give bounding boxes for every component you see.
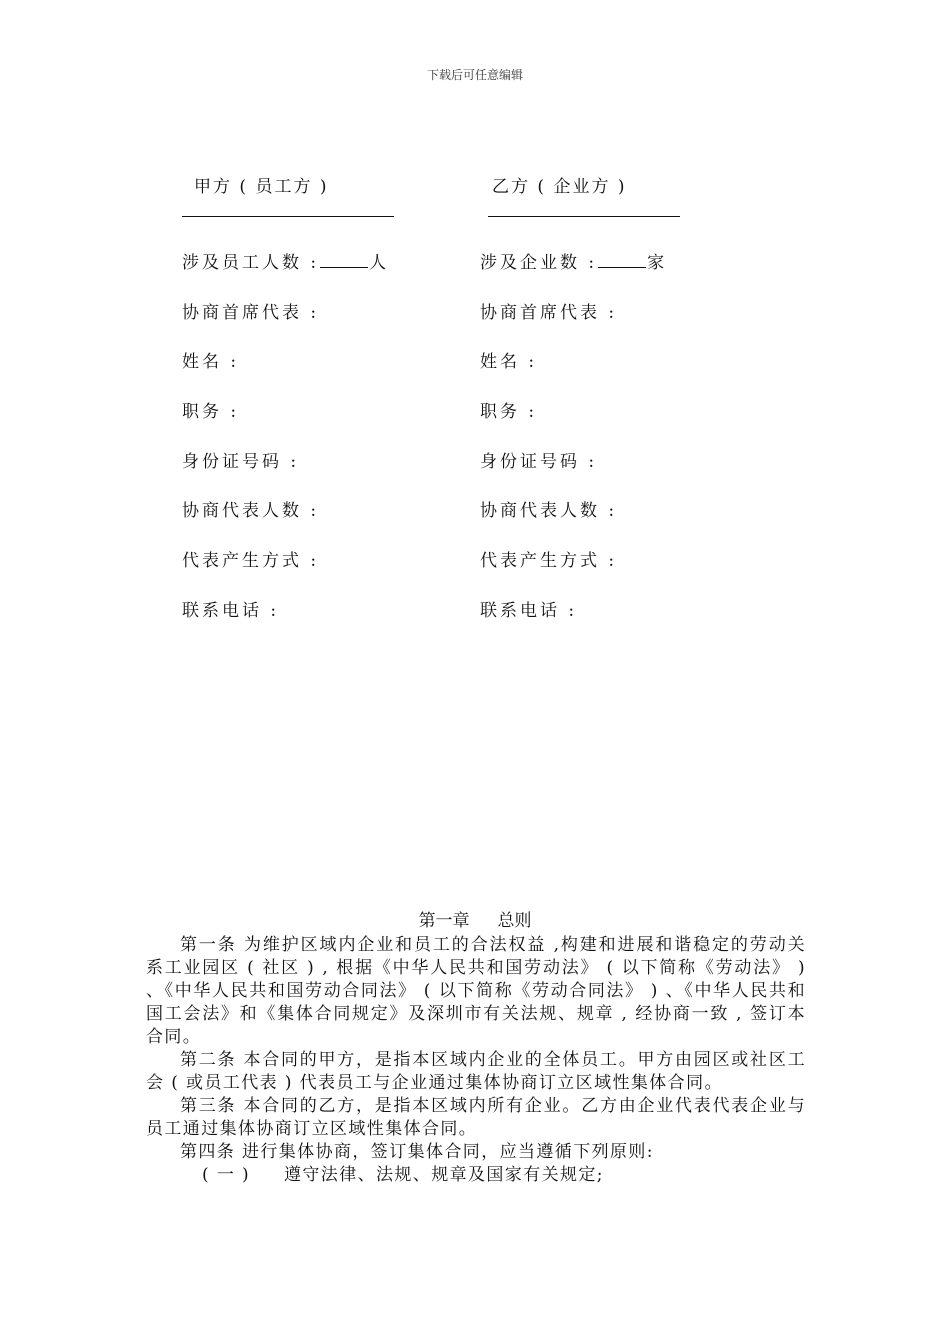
- party-b-field-phone: [480, 596, 667, 646]
- field-label: 协商代表人数 :: [182, 501, 320, 522]
- party-a-signature-line[interactable]: [182, 216, 394, 217]
- article-1: 第一条 为维护区域内企业和员工的合法权益 ,构建和进展和谐稳定的劳动关系工业园区 ( 社区 ) , 根据《中华人民共和国劳动法》 ( 以下简称《劳动法》 ) 、《中华人民共和国劳动合同法》 ( 以下简称《劳动合同法》 ) 、《中华人民共和国工会法》和《集体合同规定》及深圳市有关法规、规章 , 经协商一致 , 签订本合同。: [146, 935, 806, 1047]
- header-note: 下载后可任意编辑: [426, 68, 523, 82]
- party-a-field-phone: [182, 596, 389, 646]
- article-4: 第四条 进行集体协商，签订集体合同，应当遵循下列原则:: [180, 1142, 654, 1162]
- enterprise-count-blank[interactable]: [598, 251, 646, 268]
- list-item-text: 遵守法律、法规、规章及国家有关规定;: [284, 1165, 604, 1185]
- chapter-body: [146, 934, 806, 1187]
- party-b-signature-line[interactable]: [488, 216, 680, 217]
- field-label: 涉及员工人数 :: [182, 253, 320, 273]
- party-b-field-enterprise-count: [480, 248, 667, 298]
- party-a-fields: [182, 248, 389, 646]
- field-label: 联系电话 :: [182, 600, 280, 621]
- party-a-field-rep-method: [182, 546, 389, 596]
- field-label: 姓名 :: [182, 352, 240, 373]
- party-a-field-employee-count: [182, 248, 389, 298]
- field-label: 身份证号码 :: [182, 451, 300, 472]
- party-b-field-rep-count: [480, 496, 667, 546]
- list-item: [146, 1164, 806, 1187]
- party-b-header: [488, 172, 680, 217]
- field-label: 身份证号码 :: [480, 451, 598, 472]
- field-label: 协商代表人数 :: [480, 501, 618, 522]
- list-item-number: ( 一 ): [202, 1165, 251, 1185]
- party-b-field-position: [480, 397, 667, 447]
- party-a-field-id-number: [182, 447, 389, 497]
- field-label: 职务 :: [182, 402, 240, 423]
- party-a-field-name: [182, 347, 389, 397]
- article-3: 第三条 本合同的乙方，是指本区域内所有企业。乙方由企业代表代表企业与员工通过集体协商订立区域性集体合同。: [146, 1096, 806, 1139]
- field-label: 代表产生方式 :: [480, 551, 618, 572]
- field-label: 协商首席代表 :: [182, 302, 320, 323]
- party-a-field-rep-count: [182, 496, 389, 546]
- party-b-title: 乙方 ( 企业方 ): [492, 177, 627, 197]
- party-b-field-name: [480, 347, 667, 397]
- field-label: 涉及企业数 :: [480, 253, 598, 273]
- field-suffix: 人: [369, 253, 390, 273]
- party-b-fields: [480, 248, 667, 646]
- field-label: 姓名 :: [480, 352, 538, 373]
- party-a-field-position: [182, 397, 389, 447]
- party-b-field-chief-rep: [480, 298, 667, 348]
- chapter-number: 第一章: [418, 911, 470, 931]
- field-label: 职务 :: [480, 402, 538, 423]
- party-a-title: 甲方 ( 员工方 ): [194, 177, 329, 197]
- article-2: 第二条 本合同的甲方，是指本区域内企业的全体员工。甲方由园区或社区工会 ( 或员工代表 ) 代表员工与企业通过集体协商订立区域性集体合同。: [146, 1050, 806, 1093]
- chapter-title: [0, 906, 950, 931]
- party-a-header: [182, 172, 394, 217]
- field-label: 联系电话 :: [480, 600, 578, 621]
- employee-count-blank[interactable]: [320, 251, 368, 268]
- field-suffix: 家: [647, 253, 668, 273]
- party-a-field-chief-rep: [182, 298, 389, 348]
- field-label: 代表产生方式 :: [182, 551, 320, 572]
- field-label: 协商首席代表 :: [480, 302, 618, 323]
- chapter-name: 总则: [497, 911, 532, 931]
- party-b-field-id-number: [480, 447, 667, 497]
- party-b-field-rep-method: [480, 546, 667, 596]
